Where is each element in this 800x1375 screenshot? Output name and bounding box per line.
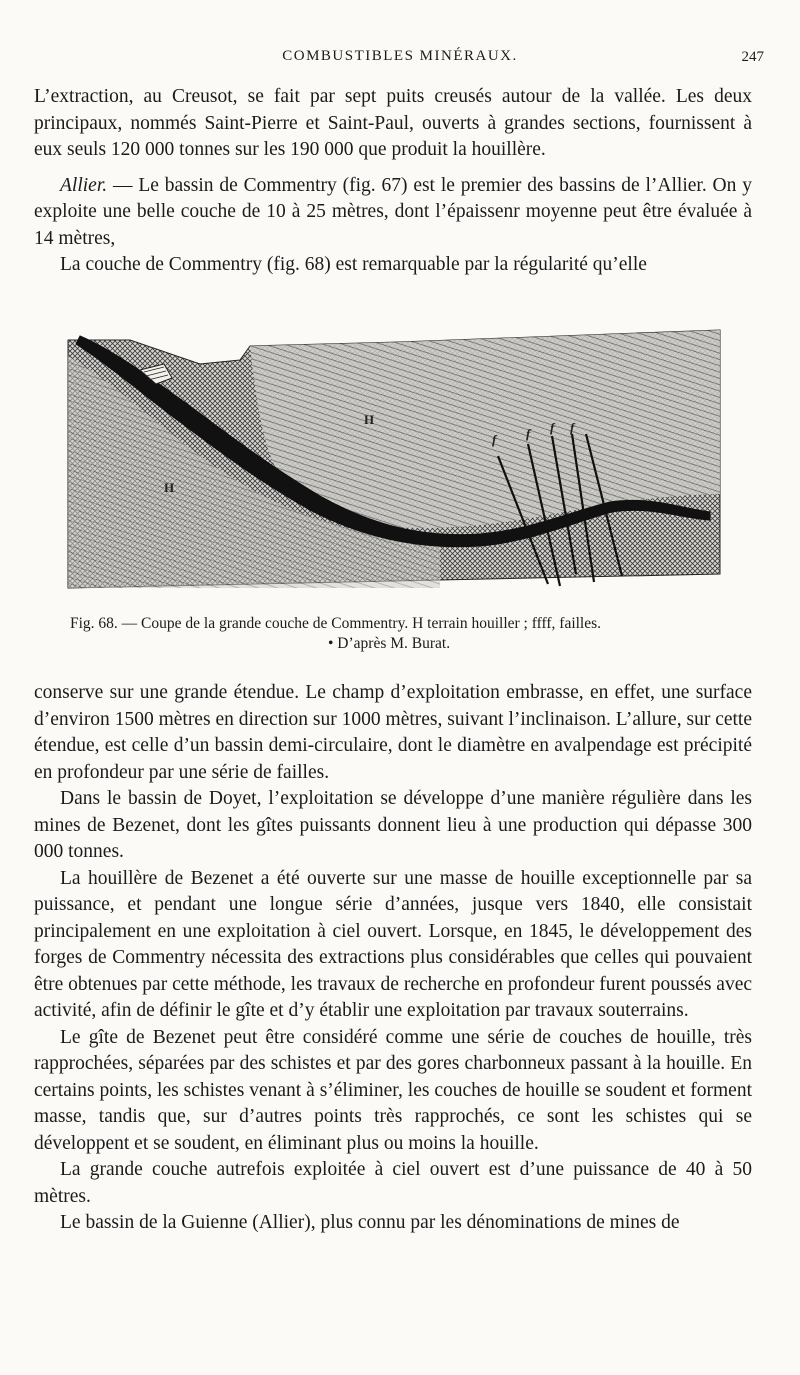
label-H-right: H <box>364 412 375 427</box>
running-title: COMBUSTIBLES MINÉRAUX. <box>282 48 518 64</box>
paragraph-bezenet-gite: Le gîte de Bezenet peut être considéré comme une série de couches de houille, très rapprochées, séparées par des schistes et par des gores charbonneux passant à la houille. En certains points, les schistes venant à s’éliminer, les couches de houille se soudent et forment masse, tandis que, sur d’autres points très rapprochés, ce sont les schistes qui se développent et se soudent, en éliminant plus ou moins la houille. <box>34 1026 752 1154</box>
section-lead-allier: Allier. <box>60 174 108 196</box>
page-number: 247 <box>741 49 764 65</box>
label-fault-f4: f <box>570 420 575 435</box>
geological-section-figure <box>60 326 730 598</box>
page-header <box>0 44 800 70</box>
paragraph-champ-exploitation: conserve sur une grande étendue. Le champ d’exploitation embrasse, en effet, une surface d’environ 1500 mètres en direction sur 1000 mètres, suivant l’inclinaison. L’allure, sur cette étendue, est celle d’un bassin demi-circulaire, dont le diamètre en avalpendage est précipité en profondeur par une série de failles. <box>34 682 752 783</box>
paragraph-couche-commentry: La couche de Commentry (fig. 68) est remarquable par la régularité qu’elle <box>60 254 647 275</box>
figure-caption <box>70 614 770 654</box>
paragraph-guienne: Le bassin de la Guienne (Allier), plus connu par les dénominations de mines de <box>60 1212 680 1233</box>
paragraph-bezenet-history: La houillère de Bezenet a été ouverte sur une masse de houille exceptionnelle par sa puissance, et pendant une longue série d’années, jusque vers 1840, elle consistait principalement en une exploitation à ciel ouvert. Lorsque, en 1845, le développement des forges de Commentry nécessita des extractions plus considérables que celles qui pouvaient être obtenues par cette méthode, les travaux de recherche en profondeur furent poussés avec activité, afin de définir le gîte et d’y établir une exploitation par travaux souterrains. <box>34 867 752 1021</box>
label-fault-f2: f <box>526 426 531 441</box>
caption-line-1: Fig. 68. — Coupe de la grande couche de Commentry. H terrain houiller ; ffff, failles. <box>70 615 602 632</box>
label-fault-f3: f <box>550 420 555 435</box>
coupe-commentry-svg <box>60 326 730 598</box>
text-block-top <box>34 84 752 279</box>
caption-line-2: • D’après M. Burat. <box>328 635 451 652</box>
label-fault-f1: f <box>492 432 497 447</box>
paragraph-allier <box>34 173 752 253</box>
text-block-bottom <box>34 680 752 1237</box>
paragraph-grande-couche: La grande couche autrefois exploitée à ciel ouvert est d’une puissance de 40 à 50 mètres. <box>34 1159 752 1207</box>
paragraph-creusot: L’extraction, au Creusot, se fait par sept puits creusés autour de la vallée. Les deux principaux, nommés Saint-Pierre et Saint-Paul, ouverts à grandes sections, fournissent à eux seuls 120 000 tonnes sur les 190 000 que produit la houillère. <box>34 86 752 160</box>
label-H-left: H <box>164 480 175 495</box>
paragraph-doyet: Dans le bassin de Doyet, l’exploitation se développe d’une manière régulière dans les mines de Bezenet, dont les gîtes puissants donnent lieu à une production qui dépasse 300 000 tonnes. <box>34 788 752 862</box>
paragraph-allier-text: — Le bassin de Commentry (fig. 67) est le premier des bassins de l’Allier. On y exploite une belle couche de 10 à 25 mètres, dont l’épaissenr moyenne peut être évaluée à 14 mètres, <box>34 174 752 249</box>
